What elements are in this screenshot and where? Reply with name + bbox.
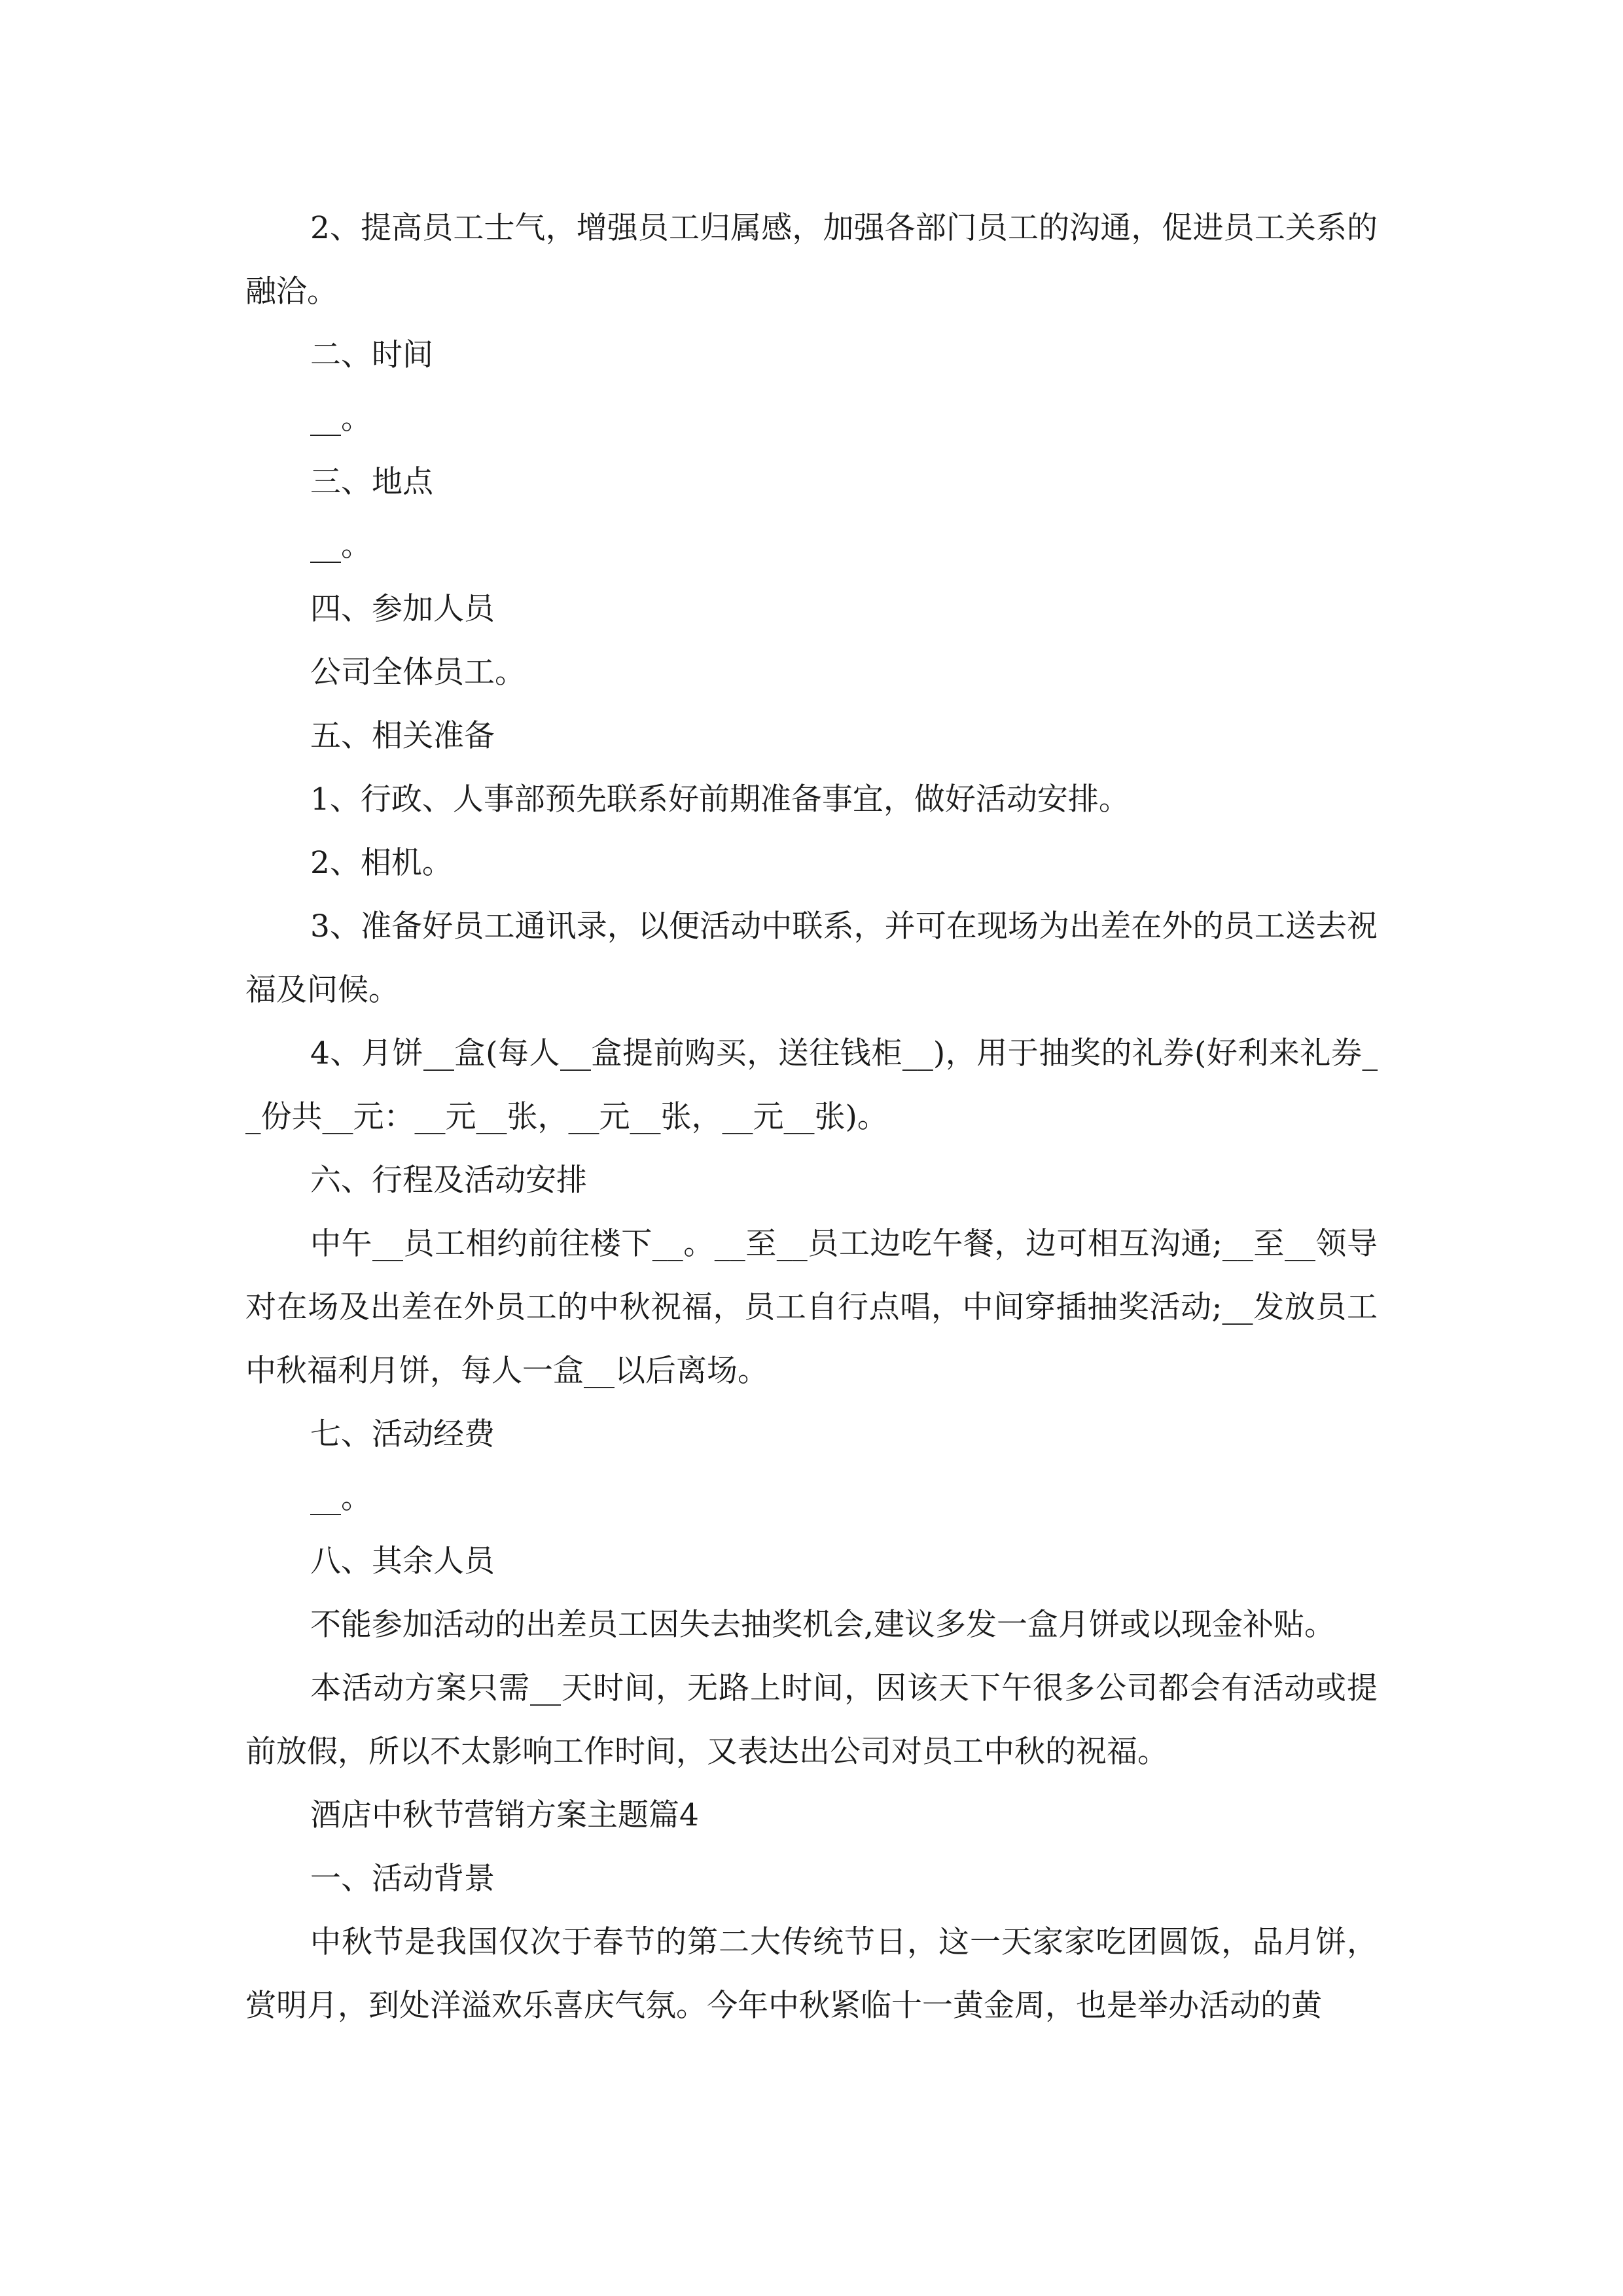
heading-background: 一、活动背景 bbox=[310, 1861, 495, 1897]
heading-others: 八、其余人员 bbox=[310, 1543, 495, 1579]
paragraph-preparation-4: 4、月饼__盒(每人__盒提前购买，送往钱柜__)，用于抽奖的礼券(好利来礼券__份共__元：__元__张，__元__张，__元__张)。 bbox=[245, 1035, 1378, 1135]
paragraph-budget-value: __。 bbox=[310, 1480, 372, 1516]
section-title-plan-4: 酒店中秋节营销方案主题篇4 bbox=[310, 1797, 699, 1833]
paragraph-goal-2: 2、提高员工士气，增强员工归属感，加强各部门员工的沟通，促进员工关系的融洽。 bbox=[245, 210, 1378, 310]
paragraph-others: 不能参加活动的出差员工因失去抽奖机会,建议多发一盒月饼或以现金补贴。 bbox=[310, 1607, 1335, 1643]
paragraph-location-value: __。 bbox=[310, 528, 372, 564]
paragraph-time-value: __。 bbox=[310, 401, 372, 437]
heading-participants: 四、参加人员 bbox=[310, 591, 495, 627]
heading-time: 二、时间 bbox=[310, 337, 433, 373]
paragraph-summary: 本活动方案只需__天时间，无路上时间，因该天下午很多公司都会有活动或提前放假，所以不太影响工作时间，又表达出公司对员工中秋的祝福。 bbox=[245, 1670, 1378, 1770]
heading-schedule: 六、行程及活动安排 bbox=[310, 1162, 587, 1198]
heading-location: 三、地点 bbox=[310, 464, 433, 500]
paragraph-preparation-2: 2、相机。 bbox=[310, 845, 453, 881]
paragraph-background: 中秋节是我国仅次于春节的第二大传统节日，这一天家家吃团圆饭，品月饼，赏明月，到处洋溢欢乐喜庆气氛。今年中秋紧临十一黄金周，也是举办活动的黄 bbox=[245, 1924, 1378, 2024]
heading-budget: 七、活动经费 bbox=[310, 1416, 495, 1452]
paragraph-participants: 公司全体员工。 bbox=[310, 655, 526, 691]
paragraph-preparation-3: 3、准备好员工通讯录，以便活动中联系，并可在现场为出差在外的员工送去祝福及问候。 bbox=[245, 908, 1378, 1008]
document-body bbox=[245, 196, 1378, 2037]
paragraph-preparation-1: 1、行政、人事部预先联系好前期准备事宜，做好活动安排。 bbox=[310, 781, 1130, 817]
paragraph-schedule: 中午__员工相约前往楼下__。__至__员工边吃午餐，边可相互沟通;__至__领导对在场及出差在外员工的中秋祝福，员工自行点唱，中间穿插抽奖活动;__发放员工中秋福利月饼，每人一盒__以后离场。 bbox=[245, 1226, 1378, 1389]
heading-preparation: 五、相关准备 bbox=[310, 718, 495, 754]
